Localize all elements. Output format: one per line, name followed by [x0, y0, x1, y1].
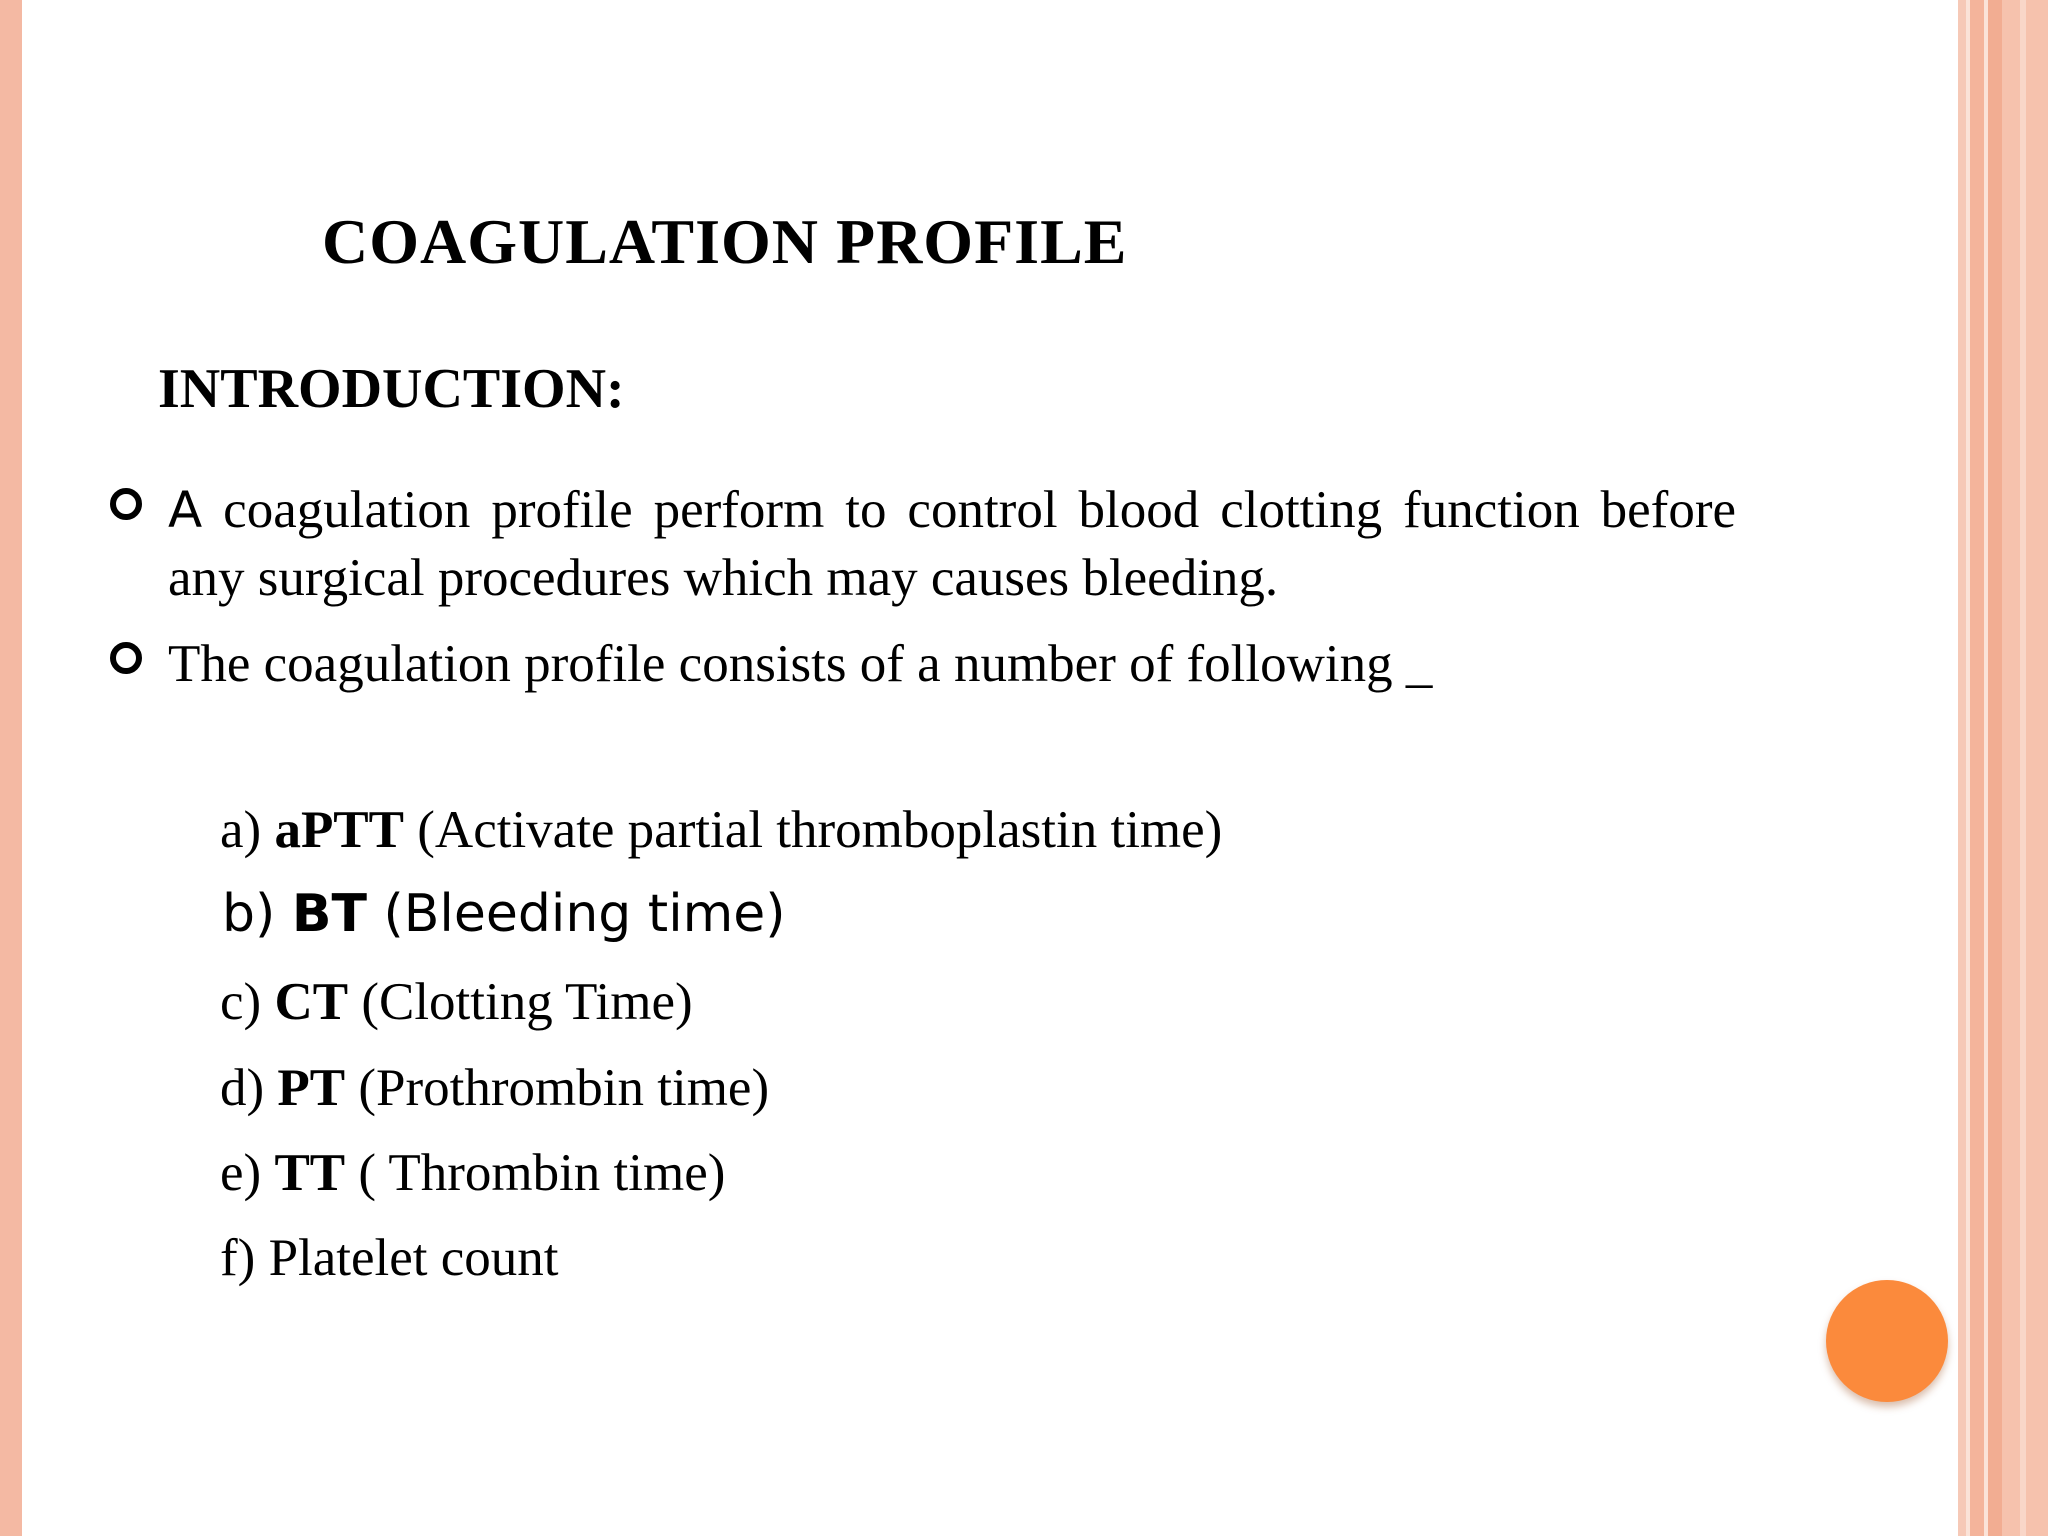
orange-dot-icon — [1826, 1280, 1948, 1402]
right-stripe — [1988, 0, 2002, 1536]
left-accent-bar — [0, 0, 22, 1536]
list-item-ct — [220, 972, 693, 1032]
test-abbr: PT — [277, 1059, 346, 1117]
list-marker: c) — [220, 973, 275, 1031]
list-item-pt — [220, 1058, 769, 1118]
section-heading: INTRODUCTION: — [158, 358, 625, 420]
test-desc: Platelet count — [268, 1229, 559, 1287]
test-desc: (Clotting Time) — [348, 973, 693, 1031]
list-item-platelet — [220, 1228, 559, 1288]
test-desc: (Activate partial thromboplastin time) — [404, 801, 1223, 859]
bullet-text: coagulation profile perform to control blood clotting function before any surgical procedures which may causes bleeding. — [168, 481, 1736, 607]
bullet-circle-icon — [110, 488, 142, 520]
list-item-aptt — [220, 800, 1222, 860]
bullet-circle-icon — [110, 642, 142, 674]
right-stripe — [1958, 0, 1966, 1536]
right-stripe — [1970, 0, 1984, 1536]
test-desc: (Bleeding time) — [366, 884, 786, 944]
test-abbr: TT — [274, 1144, 346, 1202]
list-marker: e) — [220, 1144, 275, 1202]
test-desc: (Prothrombin time) — [345, 1059, 770, 1117]
list-marker: a) — [220, 801, 275, 859]
list-marker: b) — [222, 884, 292, 944]
bullet-first-letter: A — [168, 481, 203, 539]
slide-title: COAGULATION PROFILE — [322, 206, 1128, 277]
test-abbr: CT — [274, 973, 349, 1031]
list-item-bt — [222, 884, 786, 944]
list-marker: d) — [220, 1059, 278, 1117]
test-desc: ( Thrombin time) — [345, 1144, 726, 1202]
list-marker: f) — [220, 1229, 269, 1287]
test-abbr: aPTT — [274, 801, 405, 859]
test-abbr: BT — [291, 884, 367, 944]
list-item-tt — [220, 1143, 725, 1203]
bullet-paragraph: The coagulation profile consists of a number of following _ — [168, 635, 1433, 693]
right-stripe — [2020, 0, 2026, 1536]
bullet-paragraph — [168, 476, 1736, 612]
